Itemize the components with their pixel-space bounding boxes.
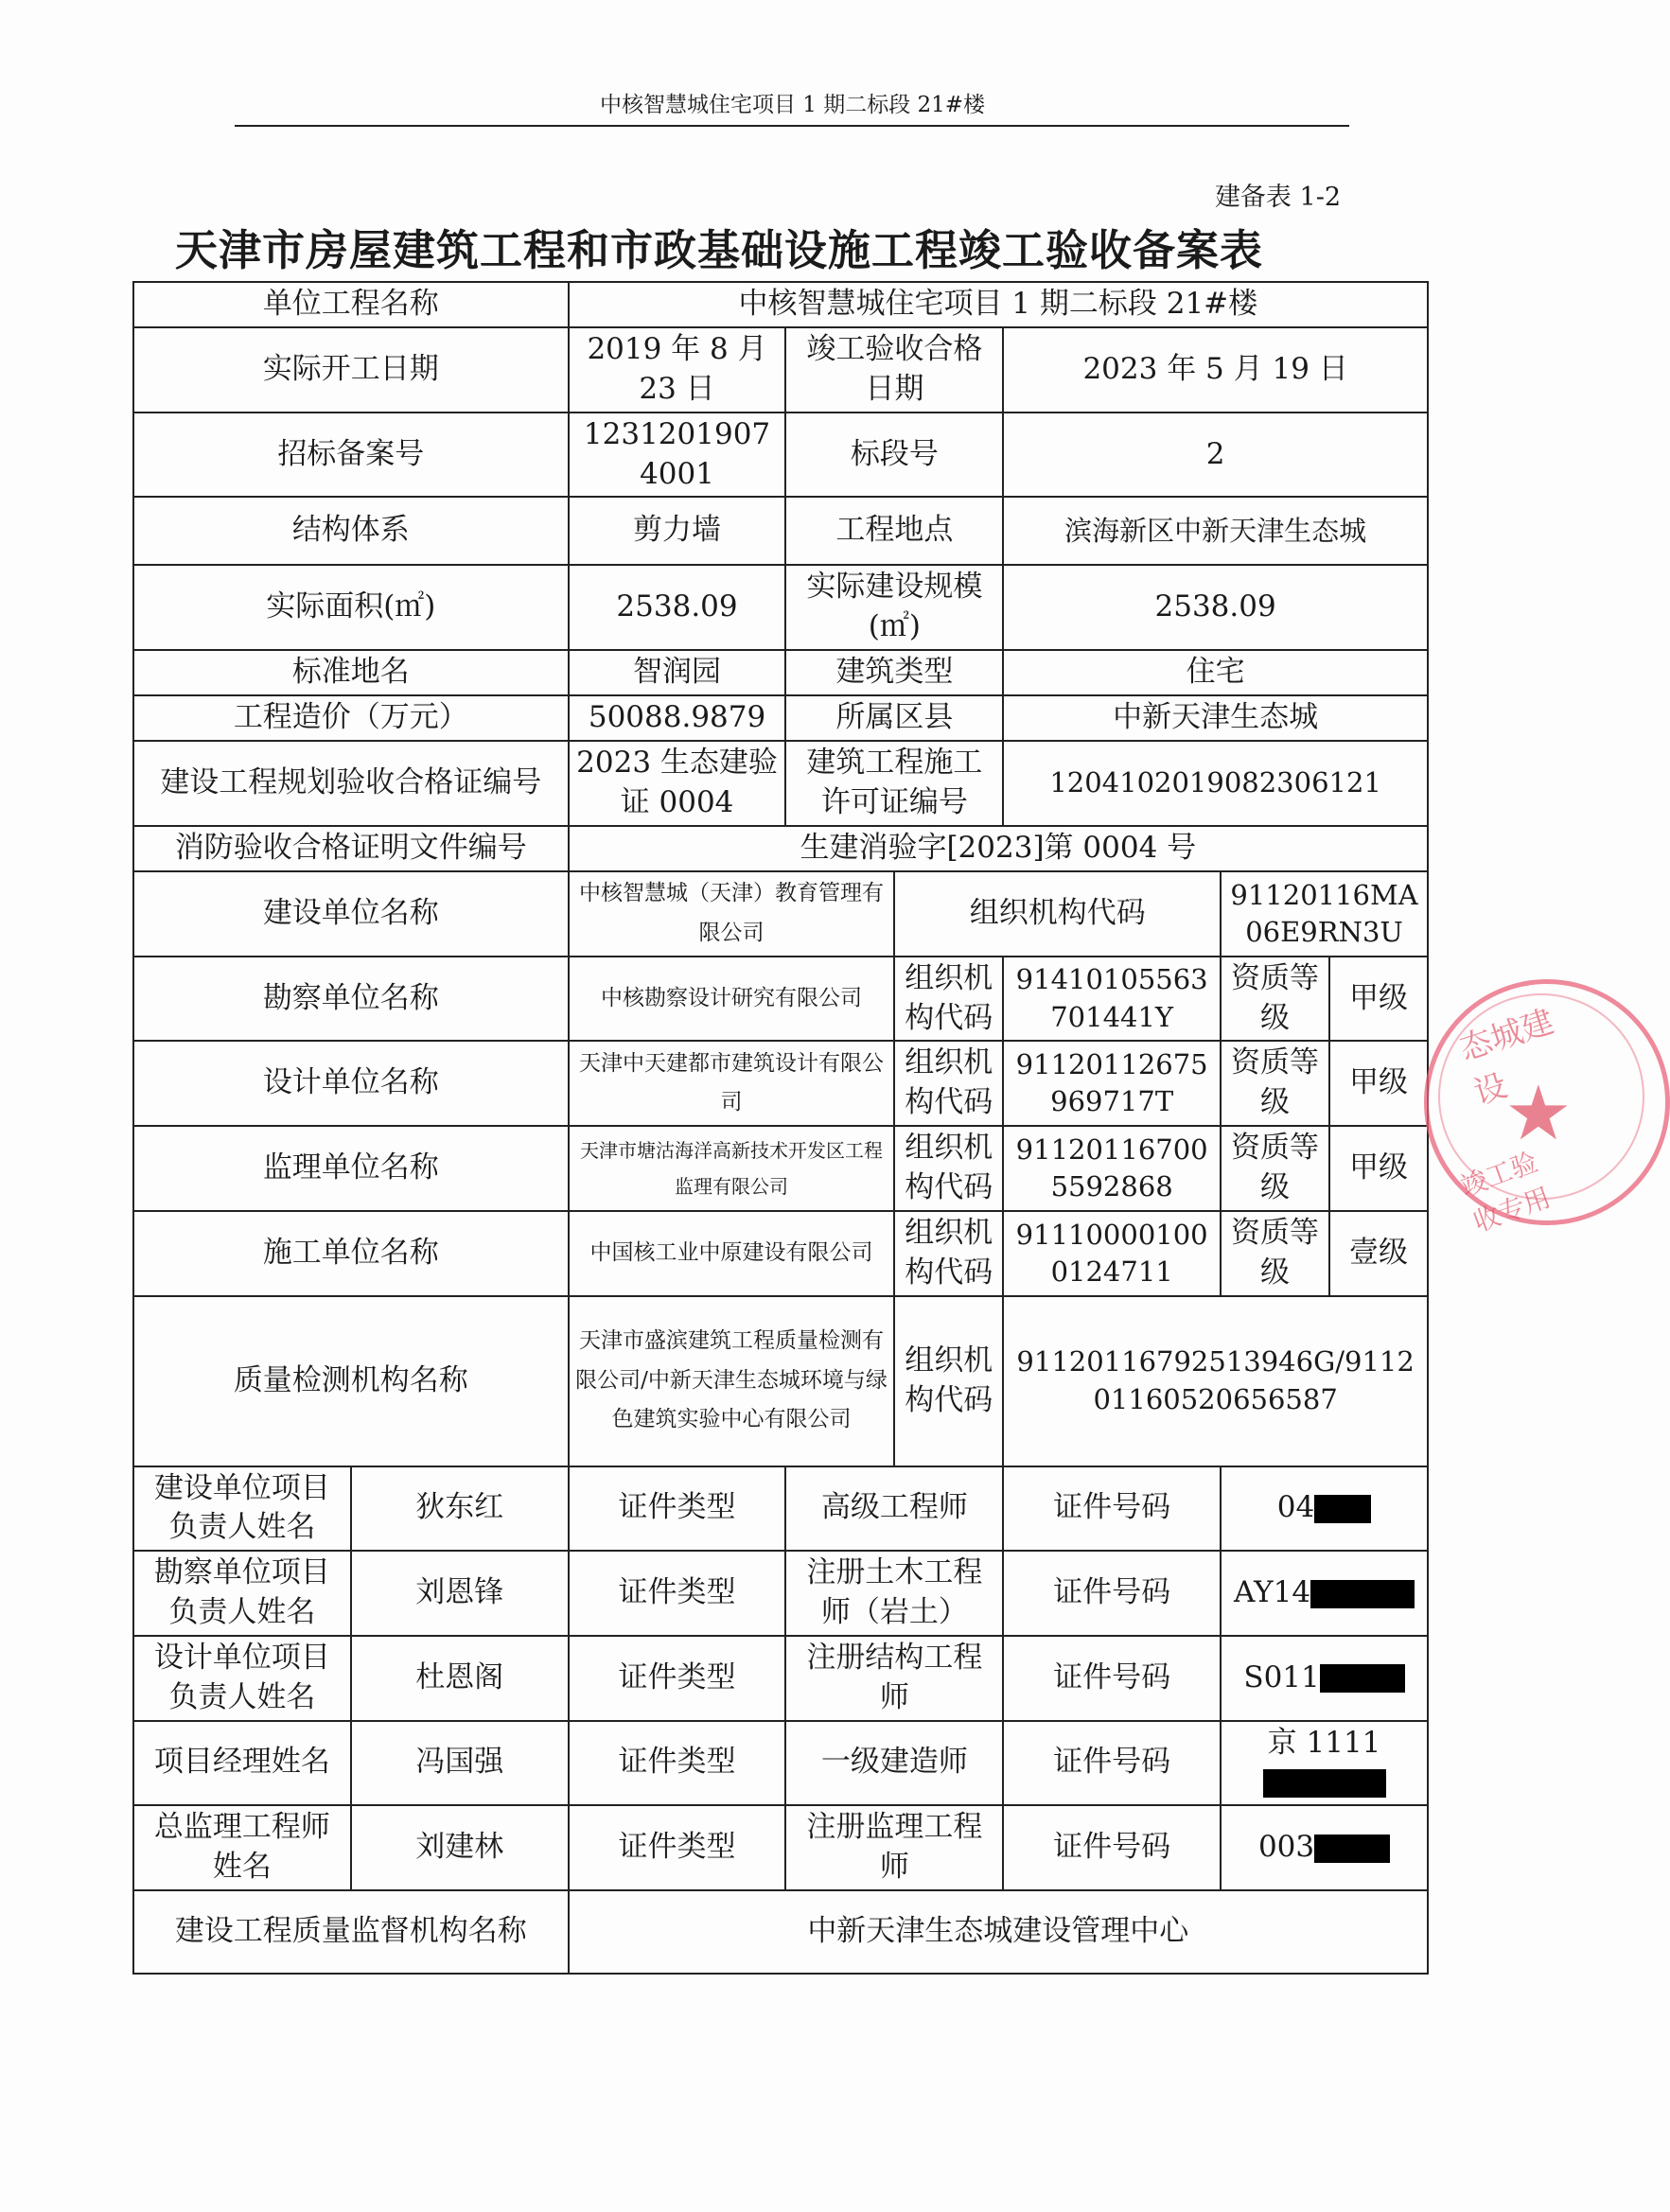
tender-no-label: 招标备案号 bbox=[133, 413, 569, 498]
construction-permit-label: 建筑工程施工许可证编号 bbox=[785, 741, 1003, 826]
area-value: 2538.09 bbox=[569, 565, 786, 650]
filing-form-table bbox=[132, 281, 1429, 1949]
unit-name-value: 中核智慧城住宅项目 1 期二标段 21#楼 bbox=[569, 282, 1428, 327]
unit-row-name: 中核勘察设计研究有限公司 bbox=[569, 957, 895, 1042]
unit-row-qual-label: 资质等级 bbox=[1221, 1211, 1329, 1296]
unit-row-qual: 甲级 bbox=[1329, 1126, 1428, 1211]
unit-row-label: 建设单位名称 bbox=[133, 871, 569, 957]
person-row-label: 设计单位项目负责人姓名 bbox=[133, 1636, 351, 1721]
unit-row-name: 天津市塘沽海洋高新技术开发区工程监理有限公司 bbox=[569, 1126, 895, 1211]
person-row-name: 刘建林 bbox=[351, 1805, 569, 1890]
unit-row-code: 91120116792513946G/911201160520656587 bbox=[1003, 1296, 1428, 1466]
redaction-bar bbox=[1314, 1495, 1371, 1523]
unit-row-label: 设计单位名称 bbox=[133, 1041, 569, 1126]
seal-star-icon: ★ bbox=[1504, 1069, 1573, 1157]
seal-text-bottom: 竣工验收专用 bbox=[1456, 1146, 1556, 1238]
document-title: 天津市房屋建筑工程和市政基础设施工程竣工验收备案表 bbox=[174, 225, 1263, 275]
unit-row-qual-label: 资质等级 bbox=[1221, 1041, 1329, 1126]
structure-value: 剪力墙 bbox=[569, 497, 786, 565]
person-row-type-label: 证件类型 bbox=[569, 1721, 786, 1806]
person-row-name: 刘恩锋 bbox=[351, 1551, 569, 1636]
person-row-type-label: 证件类型 bbox=[569, 1551, 786, 1636]
person-row-name: 狄东红 bbox=[351, 1466, 569, 1552]
cert-number-prefix: 003 bbox=[1257, 1830, 1315, 1865]
unit-row-code-label: 组织机构代码 bbox=[894, 957, 1003, 1042]
unit-row-code: 911100001000124711 bbox=[1003, 1211, 1221, 1296]
unit-row-code-label: 组织机构代码 bbox=[894, 1041, 1003, 1126]
person-row-type: 注册结构工程师 bbox=[785, 1636, 1003, 1721]
unit-row-code: 91120116MA06E9RN3U bbox=[1221, 871, 1428, 957]
unit-row-code: 91120112675969717T bbox=[1003, 1041, 1221, 1126]
cert-number-prefix: AY14 bbox=[1234, 1575, 1311, 1610]
person-row-label: 建设单位项目负责人姓名 bbox=[133, 1466, 351, 1552]
building-type-label: 建筑类型 bbox=[785, 650, 1003, 695]
unit-name-label: 单位工程名称 bbox=[133, 282, 569, 327]
unit-row-name: 中国核工业中原建设有限公司 bbox=[569, 1211, 895, 1296]
section-no-label: 标段号 bbox=[785, 413, 1003, 498]
supervision-label: 建设工程质量监督机构名称 bbox=[133, 1890, 569, 1974]
cert-number-prefix: S011 bbox=[1243, 1659, 1320, 1694]
person-row-type: 注册监理工程师 bbox=[785, 1805, 1003, 1890]
person-row-no-label: 证件号码 bbox=[1003, 1466, 1221, 1552]
person-row-no-label: 证件号码 bbox=[1003, 1805, 1221, 1890]
redaction-bar bbox=[1263, 1769, 1386, 1798]
unit-row-qual: 甲级 bbox=[1329, 957, 1428, 1042]
unit-row-label: 施工单位名称 bbox=[133, 1211, 569, 1296]
redaction-bar bbox=[1310, 1580, 1415, 1608]
unit-row-code-label: 组织机构代码 bbox=[894, 1211, 1003, 1296]
fire-cert-label: 消防验收合格证明文件编号 bbox=[133, 826, 569, 871]
fire-cert-value: 生建消验字[2023]第 0004 号 bbox=[569, 826, 1428, 871]
unit-row-code-label: 组织机构代码 bbox=[894, 871, 1221, 957]
redaction-bar bbox=[1314, 1835, 1390, 1863]
district-value: 中新天津生态城 bbox=[1003, 695, 1428, 741]
area-label: 实际面积(㎡) bbox=[133, 565, 569, 650]
tender-no-value: 12312019074001 bbox=[569, 413, 786, 498]
district-label: 所属区县 bbox=[785, 695, 1003, 741]
person-row-no-label: 证件号码 bbox=[1003, 1551, 1221, 1636]
person-row-label: 总监理工程师姓名 bbox=[133, 1805, 351, 1890]
person-row-no-label: 证件号码 bbox=[1003, 1636, 1221, 1721]
person-row-name: 杜恩阁 bbox=[351, 1636, 569, 1721]
accept-date-value: 2023 年 5 月 19 日 bbox=[1003, 327, 1428, 413]
cost-label: 工程造价（万元） bbox=[133, 695, 569, 741]
header-rule bbox=[235, 125, 1349, 127]
unit-row-code: 91410105563701441Y bbox=[1003, 957, 1221, 1042]
person-row-no bbox=[1221, 1805, 1428, 1890]
unit-row-label: 监理单位名称 bbox=[133, 1126, 569, 1211]
unit-row-name: 天津中天建都市建筑设计有限公司 bbox=[569, 1041, 895, 1126]
unit-row-label: 质量检测机构名称 bbox=[133, 1296, 569, 1466]
person-row-label: 勘察单位项目负责人姓名 bbox=[133, 1551, 351, 1636]
unit-row-code-label: 组织机构代码 bbox=[894, 1296, 1003, 1466]
person-row-type: 高级工程师 bbox=[785, 1466, 1003, 1552]
cert-number-prefix: 京 1111 bbox=[1267, 1725, 1381, 1760]
person-row-no bbox=[1221, 1721, 1428, 1806]
cert-number-prefix: 04 bbox=[1276, 1490, 1315, 1525]
person-row-type: 注册土木工程师（岩土） bbox=[785, 1551, 1003, 1636]
planning-cert-label: 建设工程规划验收合格证编号 bbox=[133, 741, 569, 826]
location-label: 工程地点 bbox=[785, 497, 1003, 565]
unit-row-label: 勘察单位名称 bbox=[133, 957, 569, 1042]
unit-row-qual: 甲级 bbox=[1329, 1041, 1428, 1126]
place-name-value: 智润园 bbox=[569, 650, 786, 695]
unit-row-code: 911201167005592868 bbox=[1003, 1126, 1221, 1211]
form-number: 建备表 1-2 bbox=[1214, 183, 1341, 212]
supervision-value: 中新天津生态城建设管理中心 bbox=[569, 1890, 1428, 1974]
unit-row-code-label: 组织机构代码 bbox=[894, 1126, 1003, 1211]
person-row-type-label: 证件类型 bbox=[569, 1466, 786, 1552]
scale-label: 实际建设规模(㎡) bbox=[785, 565, 1003, 650]
start-date-label: 实际开工日期 bbox=[133, 327, 569, 413]
seal-text-top: 态城建设 bbox=[1454, 1002, 1559, 1113]
structure-label: 结构体系 bbox=[133, 497, 569, 565]
person-row-no bbox=[1221, 1551, 1428, 1636]
unit-row-qual-label: 资质等级 bbox=[1221, 1126, 1329, 1211]
planning-cert-value: 2023 生态建验证 0004 bbox=[569, 741, 786, 826]
building-type-value: 住宅 bbox=[1003, 650, 1428, 695]
person-row-type-label: 证件类型 bbox=[569, 1805, 786, 1890]
accept-date-label: 竣工验收合格日期 bbox=[785, 327, 1003, 413]
start-date-value: 2019 年 8 月 23 日 bbox=[569, 327, 786, 413]
person-row-type-label: 证件类型 bbox=[569, 1636, 786, 1721]
person-row-no bbox=[1221, 1636, 1428, 1721]
unit-row-name: 天津市盛滨建筑工程质量检测有限公司/中新天津生态城环境与绿色建筑实验中心有限公司 bbox=[569, 1296, 895, 1466]
person-row-type: 一级建造师 bbox=[785, 1721, 1003, 1806]
place-name-label: 标准地名 bbox=[133, 650, 569, 695]
person-row-name: 冯国强 bbox=[351, 1721, 569, 1806]
location-value: 滨海新区中新天津生态城 bbox=[1003, 497, 1428, 565]
unit-row-qual: 壹级 bbox=[1329, 1211, 1428, 1296]
section-no-value: 2 bbox=[1003, 413, 1428, 498]
person-row-label: 项目经理姓名 bbox=[133, 1721, 351, 1806]
person-row-no bbox=[1221, 1466, 1428, 1552]
cost-value: 50088.9879 bbox=[569, 695, 786, 741]
unit-row-qual-label: 资质等级 bbox=[1221, 957, 1329, 1042]
redaction-bar bbox=[1320, 1664, 1405, 1693]
construction-permit-value: 120410201908230612​1 bbox=[1003, 741, 1428, 826]
person-row-no-label: 证件号码 bbox=[1003, 1721, 1221, 1806]
scale-value: 2538.09 bbox=[1003, 565, 1428, 650]
running-header: 中核智慧城住宅项目 1 期二标段 21#楼 bbox=[599, 93, 986, 117]
unit-row-name: 中核智慧城（天津）教育管理有限公司 bbox=[569, 871, 895, 957]
